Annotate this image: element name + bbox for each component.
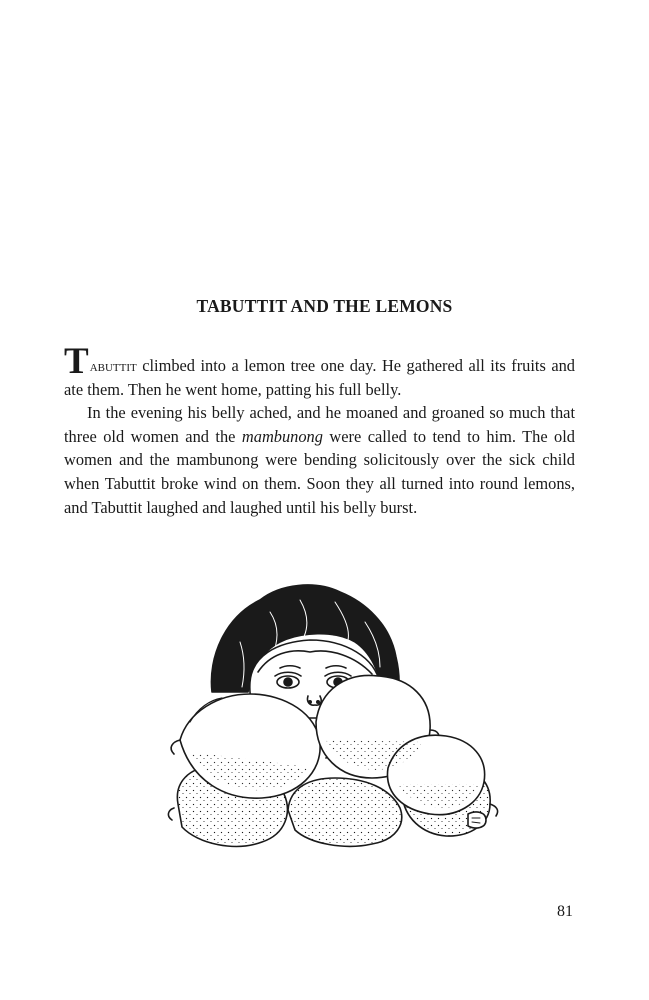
drop-initial: T [64,341,89,382]
lemons-illustration [150,572,500,872]
paragraph-1 [64,341,575,401]
mambunong-italic: mambunong [241,426,323,446]
story-title: TABUTTIT AND THE LEMONS [196,296,453,316]
first-word-smallcaps: abuttit [89,356,137,375]
lemon [288,778,402,846]
story-body [64,341,575,519]
paragraph-2-text-a: In the evening his belly ached, and he moaned and groaned so much that three old women and the [64,403,575,446]
paragraph-2-text-b: were called to tend to him. The old women and the mambunong were bending solicitously over the sick child when Tabuttit broke wind on them. Soon they all turned into round lemons, and Tabuttit laughed and laughed until his belly burst. [64,426,575,517]
paragraph-1-text: climbed into a lemon tree one day. He gathered all its fruits and ate them. Then he went home, patting his full belly. [64,356,575,399]
page-number: 81 [557,903,573,920]
hand [468,812,486,828]
paragraph-2 [64,401,575,519]
